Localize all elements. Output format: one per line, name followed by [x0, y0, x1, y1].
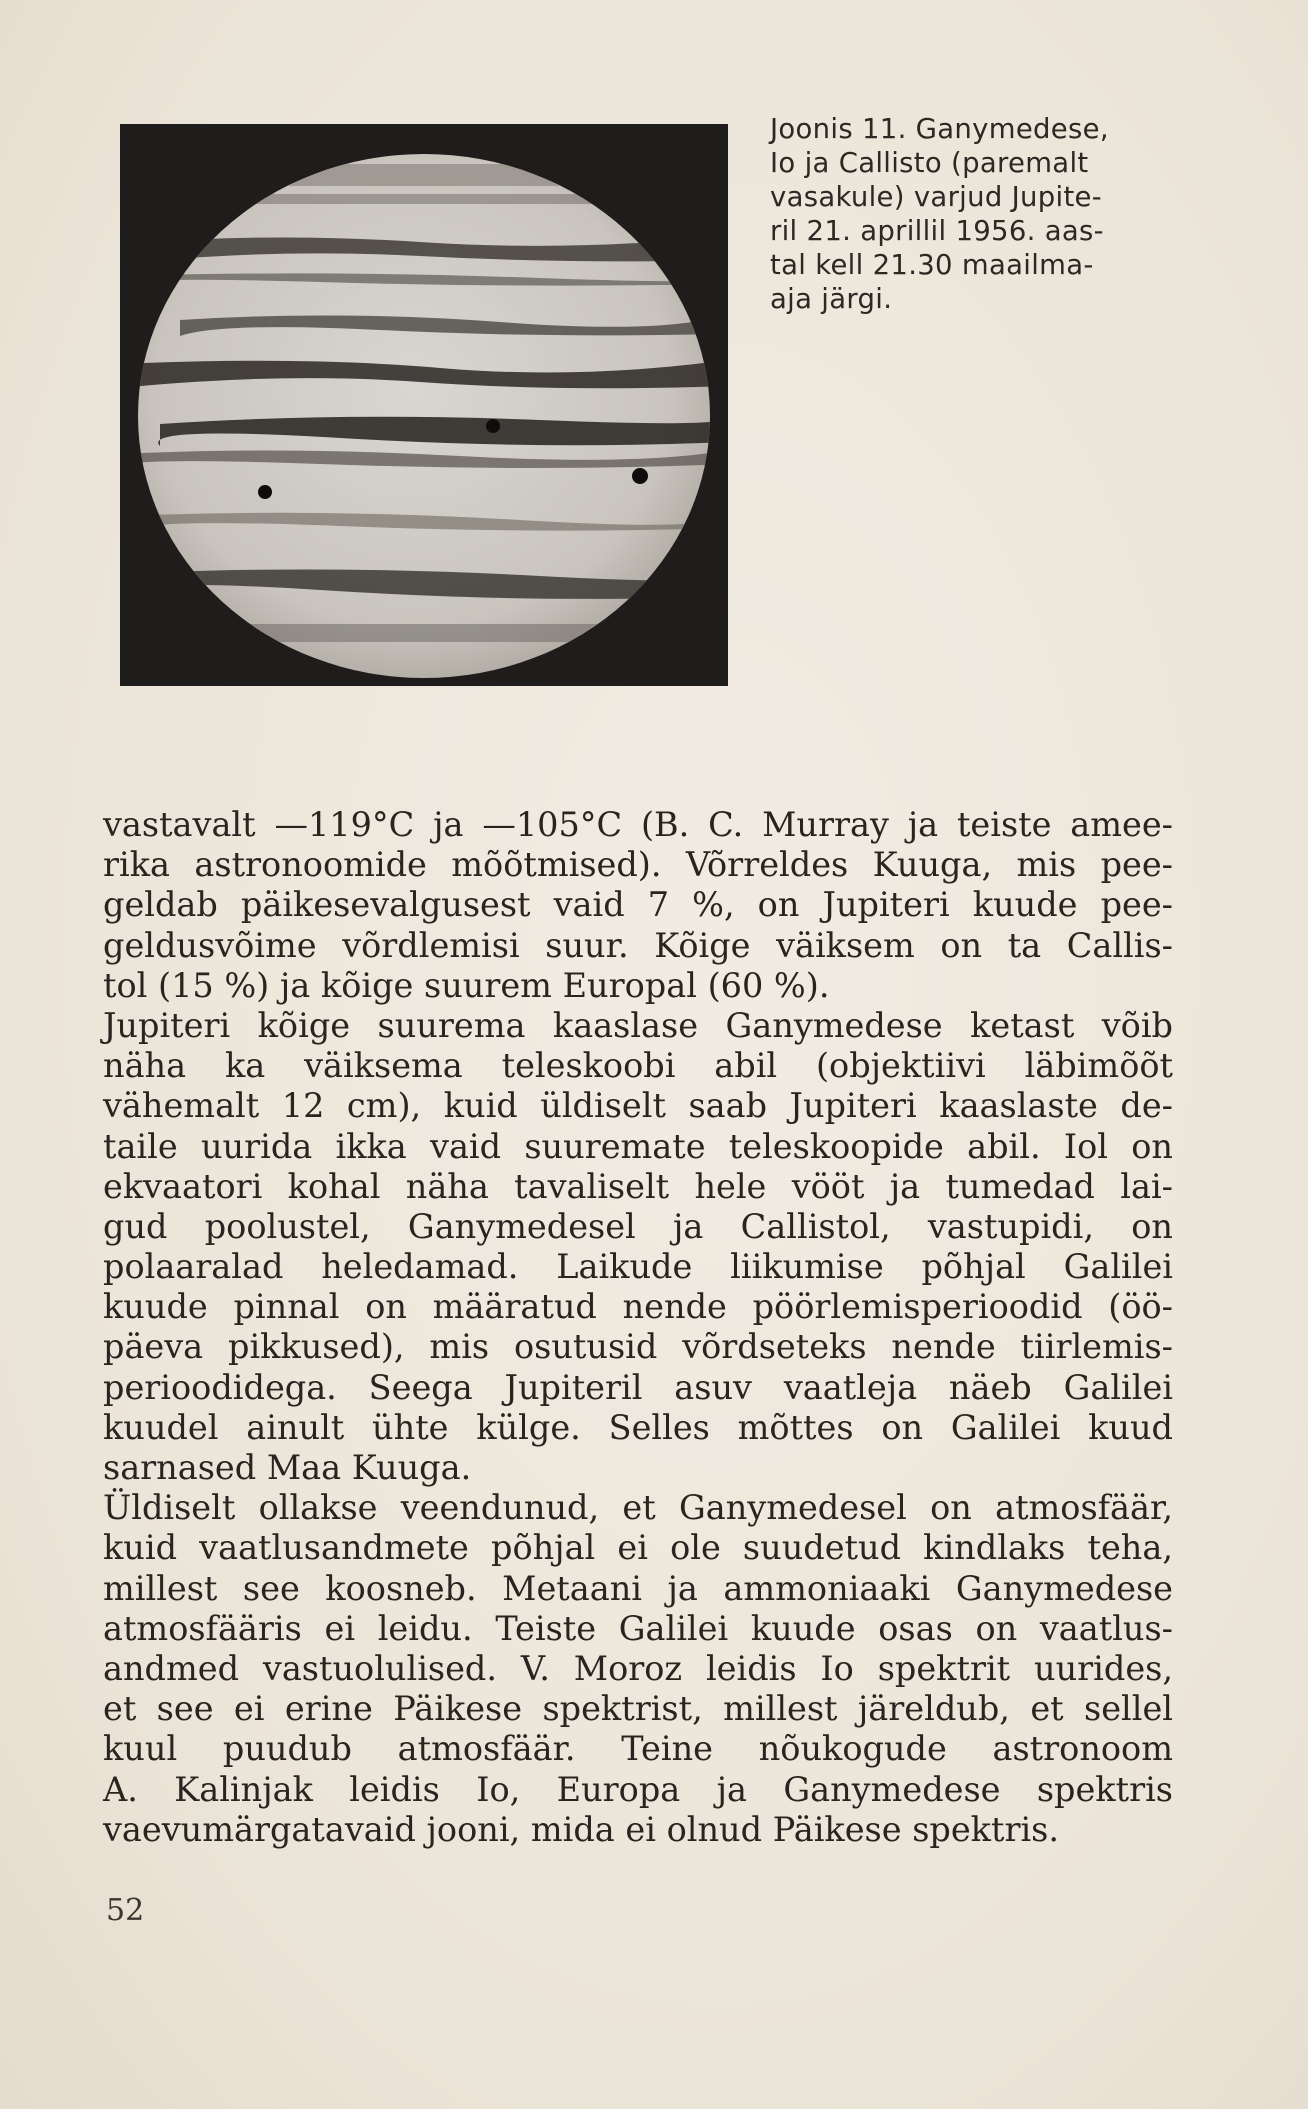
figure-caption	[770, 112, 1190, 316]
text-line: kuid vaatlusandmete põhjal ei ole suudetud kindlaks teha,	[103, 1528, 1173, 1568]
text-line: vaevumärgatavaid jooni, mida ei olnud Päikese spektris.	[103, 1809, 1060, 1849]
text-line: Jupiteri kõige suurema kaaslase Ganymedese ketast võib	[103, 1005, 1173, 1045]
caption-line: ril 21. aprillil 1956. aas-	[770, 215, 1104, 247]
caption-line: aja järgi.	[770, 283, 893, 315]
text-line: näha ka väiksema teleskoobi abil (objektiivi läbimõõt	[103, 1046, 1173, 1086]
text-line: Üldiselt ollakse veendunud, et Ganymedesel on atmosfäär,	[103, 1488, 1173, 1528]
text-line: millest see koosneb. Metaani ja ammoniaaki Ganymedese	[103, 1568, 1173, 1608]
callisto-shadow	[258, 485, 272, 499]
text-line: andmed vastuolulised. V. Moroz leidis Io spektrit uurides,	[103, 1648, 1173, 1688]
io-shadow	[632, 468, 648, 484]
text-line: ekvaatori kohal näha tavaliselt hele vööt ja tumedad lai-	[103, 1166, 1173, 1206]
text-line: kuul puudub atmosfäär. Teine nõukogude astronoom	[103, 1729, 1173, 1769]
text-line: polaaralad heledamad. Laikude liikumise põhjal Galilei	[103, 1247, 1173, 1287]
text-line: atmosfääris ei leidu. Teiste Galilei kuude osas on vaatlus-	[103, 1608, 1173, 1648]
jupiter-figure	[120, 124, 728, 686]
text-line: kuude pinnal on määratud nende pöörlemisperioodid (öö-	[103, 1287, 1173, 1327]
text-line: sarnased Maa Kuuga.	[103, 1448, 472, 1487]
caption-line: Io ja Callisto (paremalt	[770, 147, 1089, 179]
text-line: geldusvõime võrdlemisi suur. Kõige väiksem on ta Callis-	[103, 925, 1173, 965]
ganymede-shadow	[486, 419, 500, 433]
jupiter-disc	[138, 154, 710, 678]
jupiter-drawing	[120, 124, 728, 686]
caption-line: Joonis 11. Ganymedese,	[770, 113, 1109, 145]
text-line: geldab päikesevalgusest vaid 7 %, on Jupiteri kuude pee-	[103, 885, 1173, 925]
text-line: tol (15 %) ja kõige suurem Europal (60 %).	[103, 965, 830, 1005]
text-line: et see ei erine Päikese spektrist, millest järeldub, et sellel	[103, 1689, 1173, 1729]
text-line: gud poolustel, Ganymedesel ja Callistol, vastupidi, on	[103, 1206, 1173, 1246]
caption-line: tal kell 21.30 maailma-	[770, 249, 1094, 281]
text-line: kuudel ainult ühte külge. Selles mõttes on Galilei kuud	[103, 1407, 1173, 1447]
text-line: vastavalt —119°C ja —105°C (B. C. Murray ja teiste amee-	[103, 805, 1173, 844]
body-text	[103, 805, 1173, 1850]
text-line: rika astronoomide mõõtmised). Võrreldes Kuuga, mis pee-	[103, 845, 1173, 885]
text-line: A. Kalinjak leidis Io, Europa ja Ganymedese spektris	[103, 1769, 1173, 1809]
text-line: vähemalt 12 cm), kuid üldiselt saab Jupiteri kaaslaste de-	[103, 1086, 1173, 1126]
page-number: 52	[106, 1893, 145, 1928]
text-line: perioodidega. Seega Jupiteril asuv vaatleja näeb Galilei	[103, 1367, 1173, 1407]
text-line: taile uurida ikka vaid suuremate teleskoopide abil. Iol on	[103, 1126, 1173, 1166]
caption-line: vasakule) varjud Jupite-	[770, 181, 1103, 213]
text-line: päeva pikkused), mis osutusid võrdseteks nende tiirlemis-	[103, 1327, 1173, 1367]
